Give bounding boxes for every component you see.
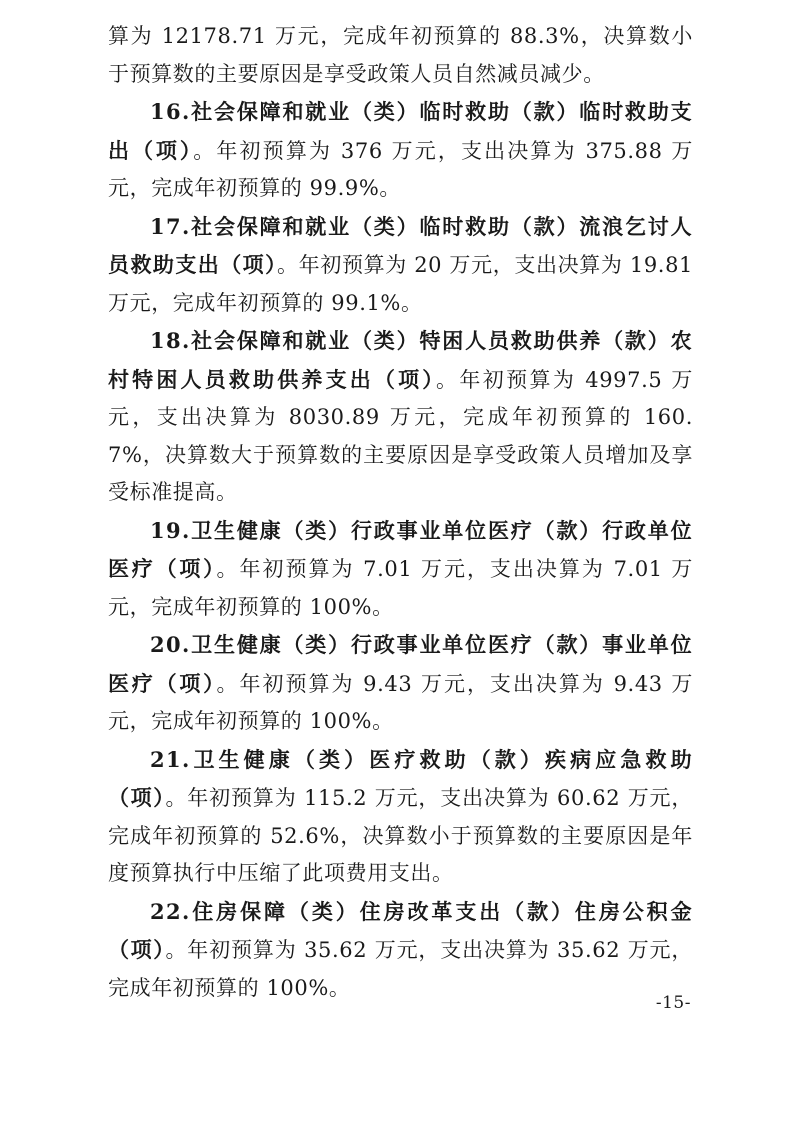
- paragraph-item-19: [108, 512, 693, 627]
- page-number: -15-: [655, 993, 691, 1013]
- paragraph-item-17: [108, 208, 693, 323]
- item-heading: 16.社会保障和就业（类）临时救助（款）临时救助支出（项）: [108, 99, 693, 163]
- paragraph-text: 算为 12178.71 万元，完成年初预算的 88.3%，决算数小于预算数的主要原因是享受政策人员自然减员减少。: [108, 24, 693, 86]
- document-body: [108, 18, 693, 1007]
- paragraph-text: 。年初预算为 7.01 万元，支出决算为 7.01 万元，完成年初预算的 100%。: [108, 557, 694, 619]
- item-heading: 20.卫生健康（类）行政事业单位医疗（款）事业单位医疗（项）: [108, 632, 693, 696]
- paragraph-item-22: [108, 893, 693, 1008]
- item-heading: 18.社会保障和就业（类）特困人员救助供养（款）农村特困人员救助供养支出（项）: [108, 328, 693, 392]
- item-heading: 19.卫生健康（类）行政事业单位医疗（款）行政单位医疗（项）: [108, 517, 693, 581]
- paragraph-item-16: [108, 93, 693, 208]
- paragraph-item-20: [108, 626, 693, 741]
- paragraph-text: 。年初预算为 4997.5 万元，支出决算为 8030.89 万元，完成年初预算的 160.7%，决算数大于预算数的主要原因是享受政策人员增加及享受标准提高。: [108, 367, 693, 504]
- paragraph-item-21: [108, 741, 693, 893]
- paragraph-text: 。年初预算为 9.43 万元，支出决算为 9.43 万元，完成年初预算的 100%。: [108, 671, 694, 733]
- item-heading: 22.住房保障（类）住房改革支出（款）住房公积金（项）: [108, 898, 693, 962]
- paragraph-text: 。年初预算为 376 万元，支出决算为 375.88 万元，完成年初预算的 99.9%。: [108, 138, 694, 200]
- paragraph-text: 。年初预算为 35.62 万元，支出决算为 35.62 万元，完成年初预算的 100%。: [108, 938, 693, 1000]
- paragraph-text: 。年初预算为 115.2 万元，支出决算为 60.62 万元，完成年初预算的 52.6%，决算数小于预算数的主要原因是年度预算执行中压缩了此项费用支出。: [108, 786, 693, 885]
- paragraph-item-18: [108, 322, 693, 512]
- paragraph-continuation: [108, 18, 693, 93]
- item-heading: 21.卫生健康（类）医疗救助（款）疾病应急救助（项）: [108, 746, 693, 810]
- paragraph-text: 。年初预算为 20 万元，支出决算为 19.81 万元，完成年初预算的 99.1%。: [108, 253, 693, 315]
- item-heading: 17.社会保障和就业（类）临时救助（款）流浪乞讨人员救助支出（项）: [108, 213, 693, 277]
